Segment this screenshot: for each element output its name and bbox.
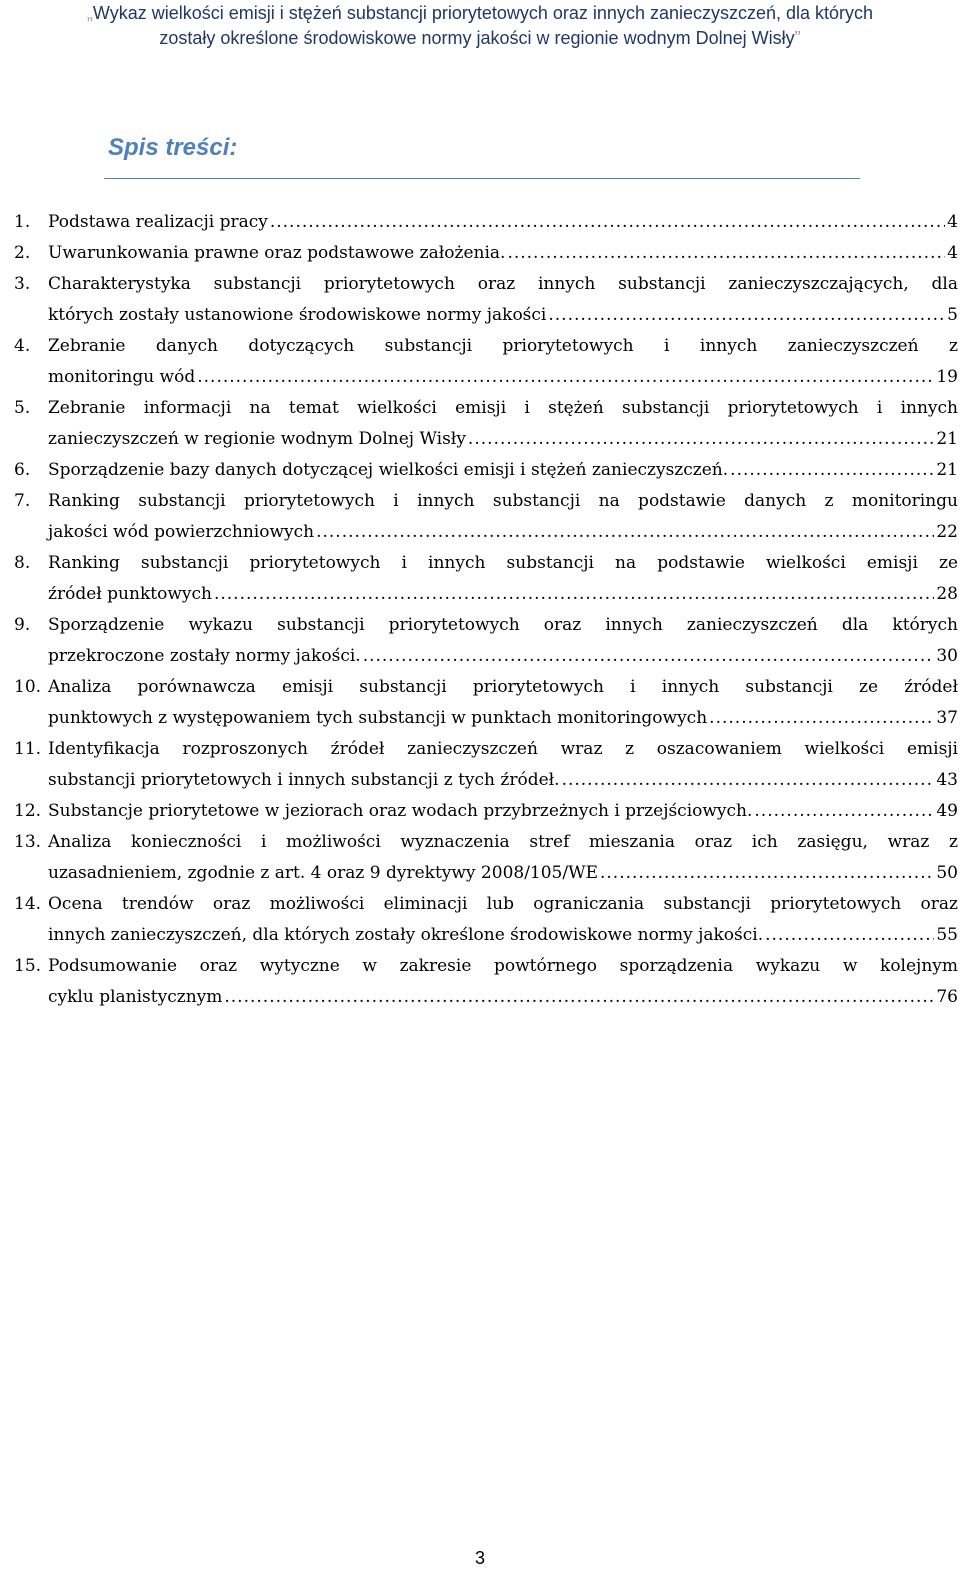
toc-entry-title-line: Zebranie danych dotyczących substancji priorytetowych i innych zanieczyszczeń z bbox=[48, 336, 958, 356]
toc-entry-title-line: substancji priorytetowych i innych substancji z tych źródeł. bbox=[48, 770, 560, 790]
toc-entry[interactable] bbox=[14, 796, 958, 827]
toc-entry-last-line bbox=[48, 765, 958, 796]
toc-entry-title-line: Sporządzenie bazy danych dotyczącej wielkości emisji i stężeń zanieczyszczeń. bbox=[48, 460, 729, 480]
toc-entry-title-line: monitoringu wód bbox=[48, 367, 196, 387]
toc-entry-page: 28 bbox=[936, 584, 958, 604]
toc-entry-title-line: Zebranie informacji na temat wielkości emisji i stężeń substancji priorytetowych i innych bbox=[48, 398, 958, 418]
toc-dot-leader bbox=[600, 858, 934, 889]
toc-entry[interactable] bbox=[14, 455, 958, 486]
toc-entry[interactable] bbox=[14, 734, 958, 796]
toc-entry-title-line: których zostały ustanowione środowiskowe normy jakości bbox=[48, 305, 547, 325]
toc-entry-last-line bbox=[48, 300, 958, 331]
toc-entry-last-line bbox=[48, 238, 958, 269]
toc-entry-page: 49 bbox=[936, 801, 958, 821]
toc-entry-title-line: zanieczyszczeń w regionie wodnym Dolnej Wisły bbox=[48, 429, 466, 449]
toc-dot-leader bbox=[214, 579, 934, 610]
toc-entry-title-line: Podsumowanie oraz wytyczne w zakresie powtórnego sporządzenia wykazu w kolejnym bbox=[48, 956, 958, 976]
toc-entry[interactable] bbox=[14, 269, 958, 331]
toc-entry[interactable] bbox=[14, 889, 958, 951]
toc-entry-title-line: Analiza konieczności i możliwości wyznaczenia stref mieszania oraz ich zasięgu, wraz z bbox=[48, 832, 958, 852]
toc-dot-leader bbox=[562, 765, 935, 796]
header-line-1-text: Wykaz wielkości emisji i stężeń substancji priorytetowych oraz innych zanieczyszczeń, dla których bbox=[92, 3, 874, 23]
toc-dot-leader bbox=[507, 238, 945, 269]
header-line-1 bbox=[0, 1, 960, 26]
toc-entry[interactable] bbox=[14, 672, 958, 734]
toc-entry[interactable] bbox=[14, 827, 958, 889]
toc-entry-last-line bbox=[48, 796, 958, 827]
toc-entry-last-line bbox=[48, 920, 958, 951]
toc-title: Spis treści: bbox=[108, 134, 238, 161]
table-of-contents bbox=[14, 207, 958, 1013]
toc-dot-leader bbox=[548, 300, 945, 331]
toc-entry-page: 37 bbox=[936, 708, 958, 728]
toc-entry[interactable] bbox=[14, 393, 958, 455]
toc-entry[interactable] bbox=[14, 207, 958, 238]
toc-entry-title-line: Ranking substancji priorytetowych i innych substancji na podstawie danych z monitoringu bbox=[48, 491, 958, 511]
toc-entry[interactable] bbox=[14, 331, 958, 393]
toc-entry-page: 4 bbox=[947, 212, 958, 232]
toc-entry-page: 50 bbox=[936, 863, 958, 883]
toc-entry-number: 4. bbox=[14, 336, 31, 356]
toc-dot-leader bbox=[754, 796, 934, 827]
toc-entry[interactable] bbox=[14, 548, 958, 610]
toc-entry-number: 5. bbox=[14, 398, 31, 418]
toc-entry[interactable] bbox=[14, 951, 958, 1013]
toc-entry-title-line: Podstawa realizacji pracy bbox=[48, 212, 268, 232]
toc-entry-title-line: cyklu planistycznym bbox=[48, 987, 223, 1007]
toc-entry-title-line: przekroczone zostały normy jakości. bbox=[48, 646, 361, 666]
toc-entry-page: 22 bbox=[936, 522, 958, 542]
toc-entry-title-line: punktowych z występowaniem tych substancji w punktach monitoringowych bbox=[48, 708, 708, 728]
toc-entry-number: 13. bbox=[14, 832, 42, 852]
toc-entry-title-line: Charakterystyka substancji priorytetowych oraz innych substancji zanieczyszczających, dla bbox=[48, 274, 958, 294]
toc-entry-page: 4 bbox=[947, 243, 958, 263]
page-number: 3 bbox=[474, 1548, 485, 1568]
toc-entry[interactable] bbox=[14, 238, 958, 269]
toc-entry-number: 3. bbox=[14, 274, 31, 294]
toc-entry-title-line: uzasadnieniem, zgodnie z art. 4 oraz 9 dyrektywy 2008/105/WE bbox=[48, 863, 598, 883]
toc-entry-title-line: Substancje priorytetowe w jeziorach oraz wodach przybrzeżnych i przejściowych. bbox=[48, 801, 753, 821]
toc-entry-last-line bbox=[48, 517, 958, 548]
toc-dot-leader bbox=[730, 455, 934, 486]
document-header bbox=[0, 0, 960, 51]
header-line-2-text: zostały określone środowiskowe normy jakości w regionie wodnym Dolnej Wisły bbox=[159, 28, 795, 48]
toc-entry-last-line bbox=[48, 455, 958, 486]
toc-entry-title-line: Uwarunkowania prawne oraz podstawowe założenia. bbox=[48, 243, 506, 263]
toc-dot-leader bbox=[468, 424, 934, 455]
toc-entry-number: 8. bbox=[14, 553, 31, 573]
toc-dot-leader bbox=[197, 362, 934, 393]
toc-entry-page: 21 bbox=[936, 460, 958, 480]
header-close-quote: ” bbox=[794, 28, 801, 48]
toc-entry-number: 10. bbox=[14, 677, 42, 697]
toc-entry-title-line: innych zanieczyszczeń, dla których zostały określone środowiskowe normy jakości. bbox=[48, 925, 764, 945]
toc-entry-last-line bbox=[48, 362, 958, 393]
toc-dot-leader bbox=[316, 517, 934, 548]
toc-entry-last-line bbox=[48, 703, 958, 734]
toc-title-underline bbox=[104, 178, 860, 179]
toc-entry-last-line bbox=[48, 641, 958, 672]
toc-entry-title-line: Identyfikacja rozproszonych źródeł zanieczyszczeń wraz z oszacowaniem wielkości emisji bbox=[48, 739, 958, 759]
toc-entry-page: 21 bbox=[936, 429, 958, 449]
toc-entry-title-line: Sporządzenie wykazu substancji priorytetowych oraz innych zanieczyszczeń dla których bbox=[48, 615, 958, 635]
toc-dot-leader bbox=[363, 641, 935, 672]
toc-entry-number: 11. bbox=[14, 739, 42, 759]
toc-entry-number: 12. bbox=[14, 801, 42, 821]
toc-entry-number: 2. bbox=[14, 243, 31, 263]
toc-entry-number: 7. bbox=[14, 491, 31, 511]
toc-dot-leader bbox=[765, 920, 934, 951]
toc-entry-number: 1. bbox=[14, 212, 31, 232]
toc-entry-last-line bbox=[48, 858, 958, 889]
toc-entry-last-line bbox=[48, 424, 958, 455]
toc-entry-title-line: Analiza porównawcza emisji substancji priorytetowych i innych substancji ze źródeł bbox=[48, 677, 958, 697]
toc-entry-number: 9. bbox=[14, 615, 31, 635]
toc-entry-title-line: jakości wód powierzchniowych bbox=[48, 522, 315, 542]
toc-entry-last-line bbox=[48, 207, 958, 238]
toc-entry-page: 19 bbox=[936, 367, 958, 387]
toc-dot-leader bbox=[270, 207, 945, 238]
toc-entry-page: 30 bbox=[936, 646, 958, 666]
toc-entry-title-line: źródeł punktowych bbox=[48, 584, 212, 604]
header-open-quote: „ bbox=[86, 3, 93, 23]
toc-entry[interactable] bbox=[14, 610, 958, 672]
toc-entry-title-line: Ocena trendów oraz możliwości eliminacji lub ograniczania substancji priorytetowych oraz bbox=[48, 894, 958, 914]
toc-entry[interactable] bbox=[14, 486, 958, 548]
toc-entry-page: 76 bbox=[936, 987, 958, 1007]
toc-dot-leader bbox=[224, 982, 934, 1013]
toc-entry-page: 43 bbox=[936, 770, 958, 790]
toc-entry-title-line: Ranking substancji priorytetowych i innych substancji na podstawie wielkości emisji ze bbox=[48, 553, 958, 573]
toc-dot-leader bbox=[709, 703, 934, 734]
toc-entry-number: 6. bbox=[14, 460, 31, 480]
toc-entry-page: 5 bbox=[947, 305, 958, 325]
toc-entry-last-line bbox=[48, 982, 958, 1013]
toc-entry-number: 14. bbox=[14, 894, 42, 914]
toc-entry-last-line bbox=[48, 579, 958, 610]
header-line-2 bbox=[0, 26, 960, 51]
toc-entry-number: 15. bbox=[14, 956, 42, 976]
toc-entry-page: 55 bbox=[936, 925, 958, 945]
